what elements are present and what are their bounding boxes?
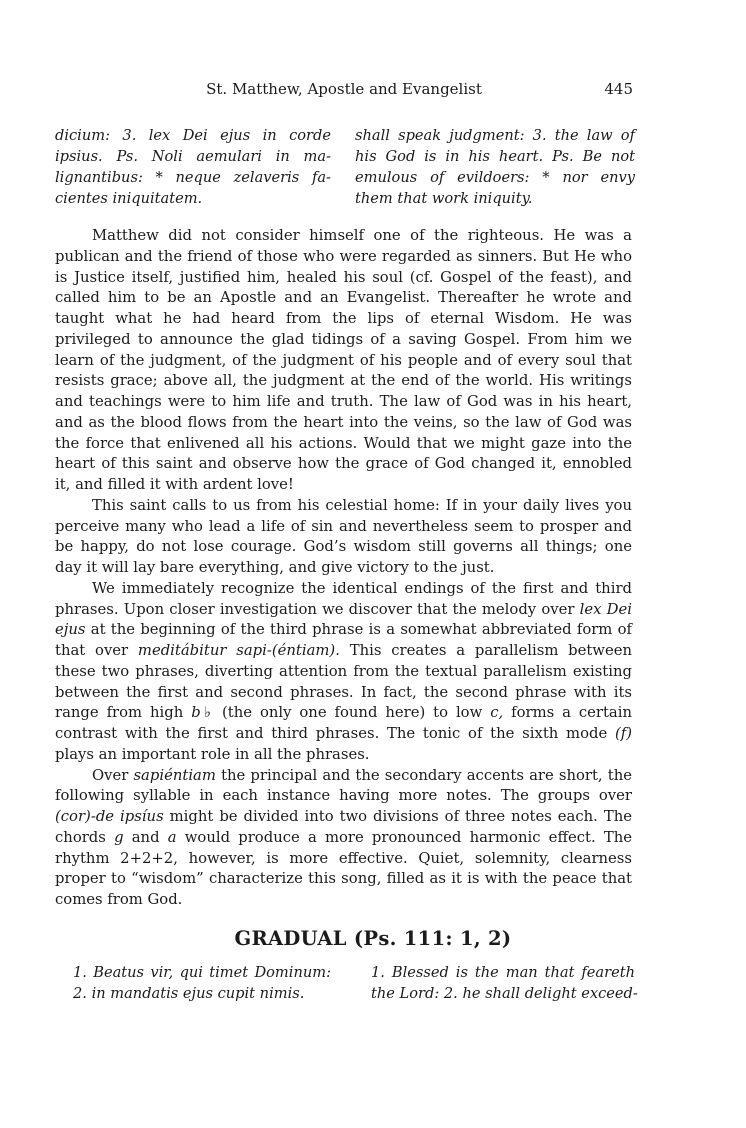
english-line: emulous of evildoers: * nor envy <box>355 169 635 186</box>
latin-line: 2. in mandatis ejus cupit nimis. <box>73 985 305 1002</box>
italic-term: sapiéntiam <box>133 766 216 784</box>
italic-term: b♭ <box>191 704 215 722</box>
italic-term: meditábitur sapi-(éntiam). <box>137 642 340 659</box>
latin-column <box>55 125 331 209</box>
section-heading-gradual: GRADUAL (Ps. 111: 1, 2) <box>234 927 512 950</box>
latin-line: dicium: 3. lex Dei ejus in corde <box>55 127 331 144</box>
gradual-text-columns <box>55 962 638 1012</box>
commentary-body <box>55 226 632 911</box>
running-title: St. Matthew, Apostle and Evangelist <box>206 80 482 98</box>
latin-line: lignantibus: * neque zelaveris fa- <box>55 169 331 186</box>
latin-line: 1. Beatus vir, qui timet Dominum: <box>73 964 331 981</box>
italic-term: lex Dei ejus <box>55 600 632 639</box>
italic-term: (cor)-de ipsíus <box>55 808 164 825</box>
italic-term: g <box>114 828 124 846</box>
proper-text-columns <box>55 125 635 215</box>
english-column <box>355 125 635 209</box>
italic-term: a <box>167 828 177 846</box>
page-number: 445 <box>604 80 633 98</box>
paragraph: Over sapiéntiam the principal and the secondary accents are short, the following syllable in each instance having more notes. The groups over (cor)-de ipsíus might be divided into two divisions of three notes each. The chords g and a would produce a more pronounced harmonic effect. The rhythm 2+2+2, however, is more effective. Quiet, solemnity, clearness proper to “wisdom” characterize this song, filled as it is with the peace that comes from God. <box>55 766 632 908</box>
english-column <box>355 962 638 1004</box>
italic-term: c, <box>490 704 504 722</box>
latin-line: cientes iniquitatem. <box>55 190 203 207</box>
paragraph: Matthew did not consider himself one of the righteous. He was a publican and the friend of those who were regarded as sinners. But He who is Justice itself, justified him, healed his soul (cf. Gospel of the feast), and called him to be an Apostle and an Evangelist. Thereafter he wrote and taught what he had heard from the lips of eternal Wisdom. He was privileged to announce the glad tidings of a saving Gospel. From him we learn of the judgment, of the judgment of his people and of every soul that resists grace; above all, the judgment at the end of the world. His writings and teachings were to him life and truth. The law of God was in his heart, and as the blood flows from the heart into the veins, so the law of God was the force that enlivened all his actions. Would that we might gaze into the heart of this saint and observe how the grace of God changed it, ennobled it, and filled it with ardent love! <box>55 227 632 493</box>
english-line: his God is in his heart. Ps. Be not <box>355 148 635 165</box>
paragraph: We immediately recognize the identical endings of the first and third phrases. Upon closer investigation we discover that the melody over lex Dei ejus at the beginning of the third phrase is a somewhat abbreviated form of that over meditábitur sapi-(éntiam). This creates a parallelism between these two phrases, diverting attention from the textual parallelism existing between the first and second phrases. In fact, the second phrase with its range from high b♭ (the only one found here) to low c, forms a certain contrast with the first and third phrases. The tonic of the sixth mode (f) plays an important role in all the phrases. <box>55 579 633 763</box>
english-line: the Lord: 2. he shall delight exceed- <box>371 985 638 1002</box>
english-line: 1. Blessed is the man that feareth <box>371 964 635 981</box>
page-header <box>55 80 633 102</box>
english-line: shall speak judgment: 3. the law of <box>355 127 635 144</box>
latin-column <box>55 962 331 1004</box>
latin-line: ipsius. Ps. Noli aemulari in ma- <box>55 148 331 165</box>
paragraph: This saint calls to us from his celestial home: If in your daily lives you perceive many who lead a life of sin and nevertheless seem to prosper and be happy, do not lose courage. God’s wisdom still governs all things; one day it will lay bare everything, and give victory to the just. <box>55 496 632 576</box>
english-line: them that work iniquity. <box>355 190 533 207</box>
italic-term: (f) <box>614 725 632 742</box>
